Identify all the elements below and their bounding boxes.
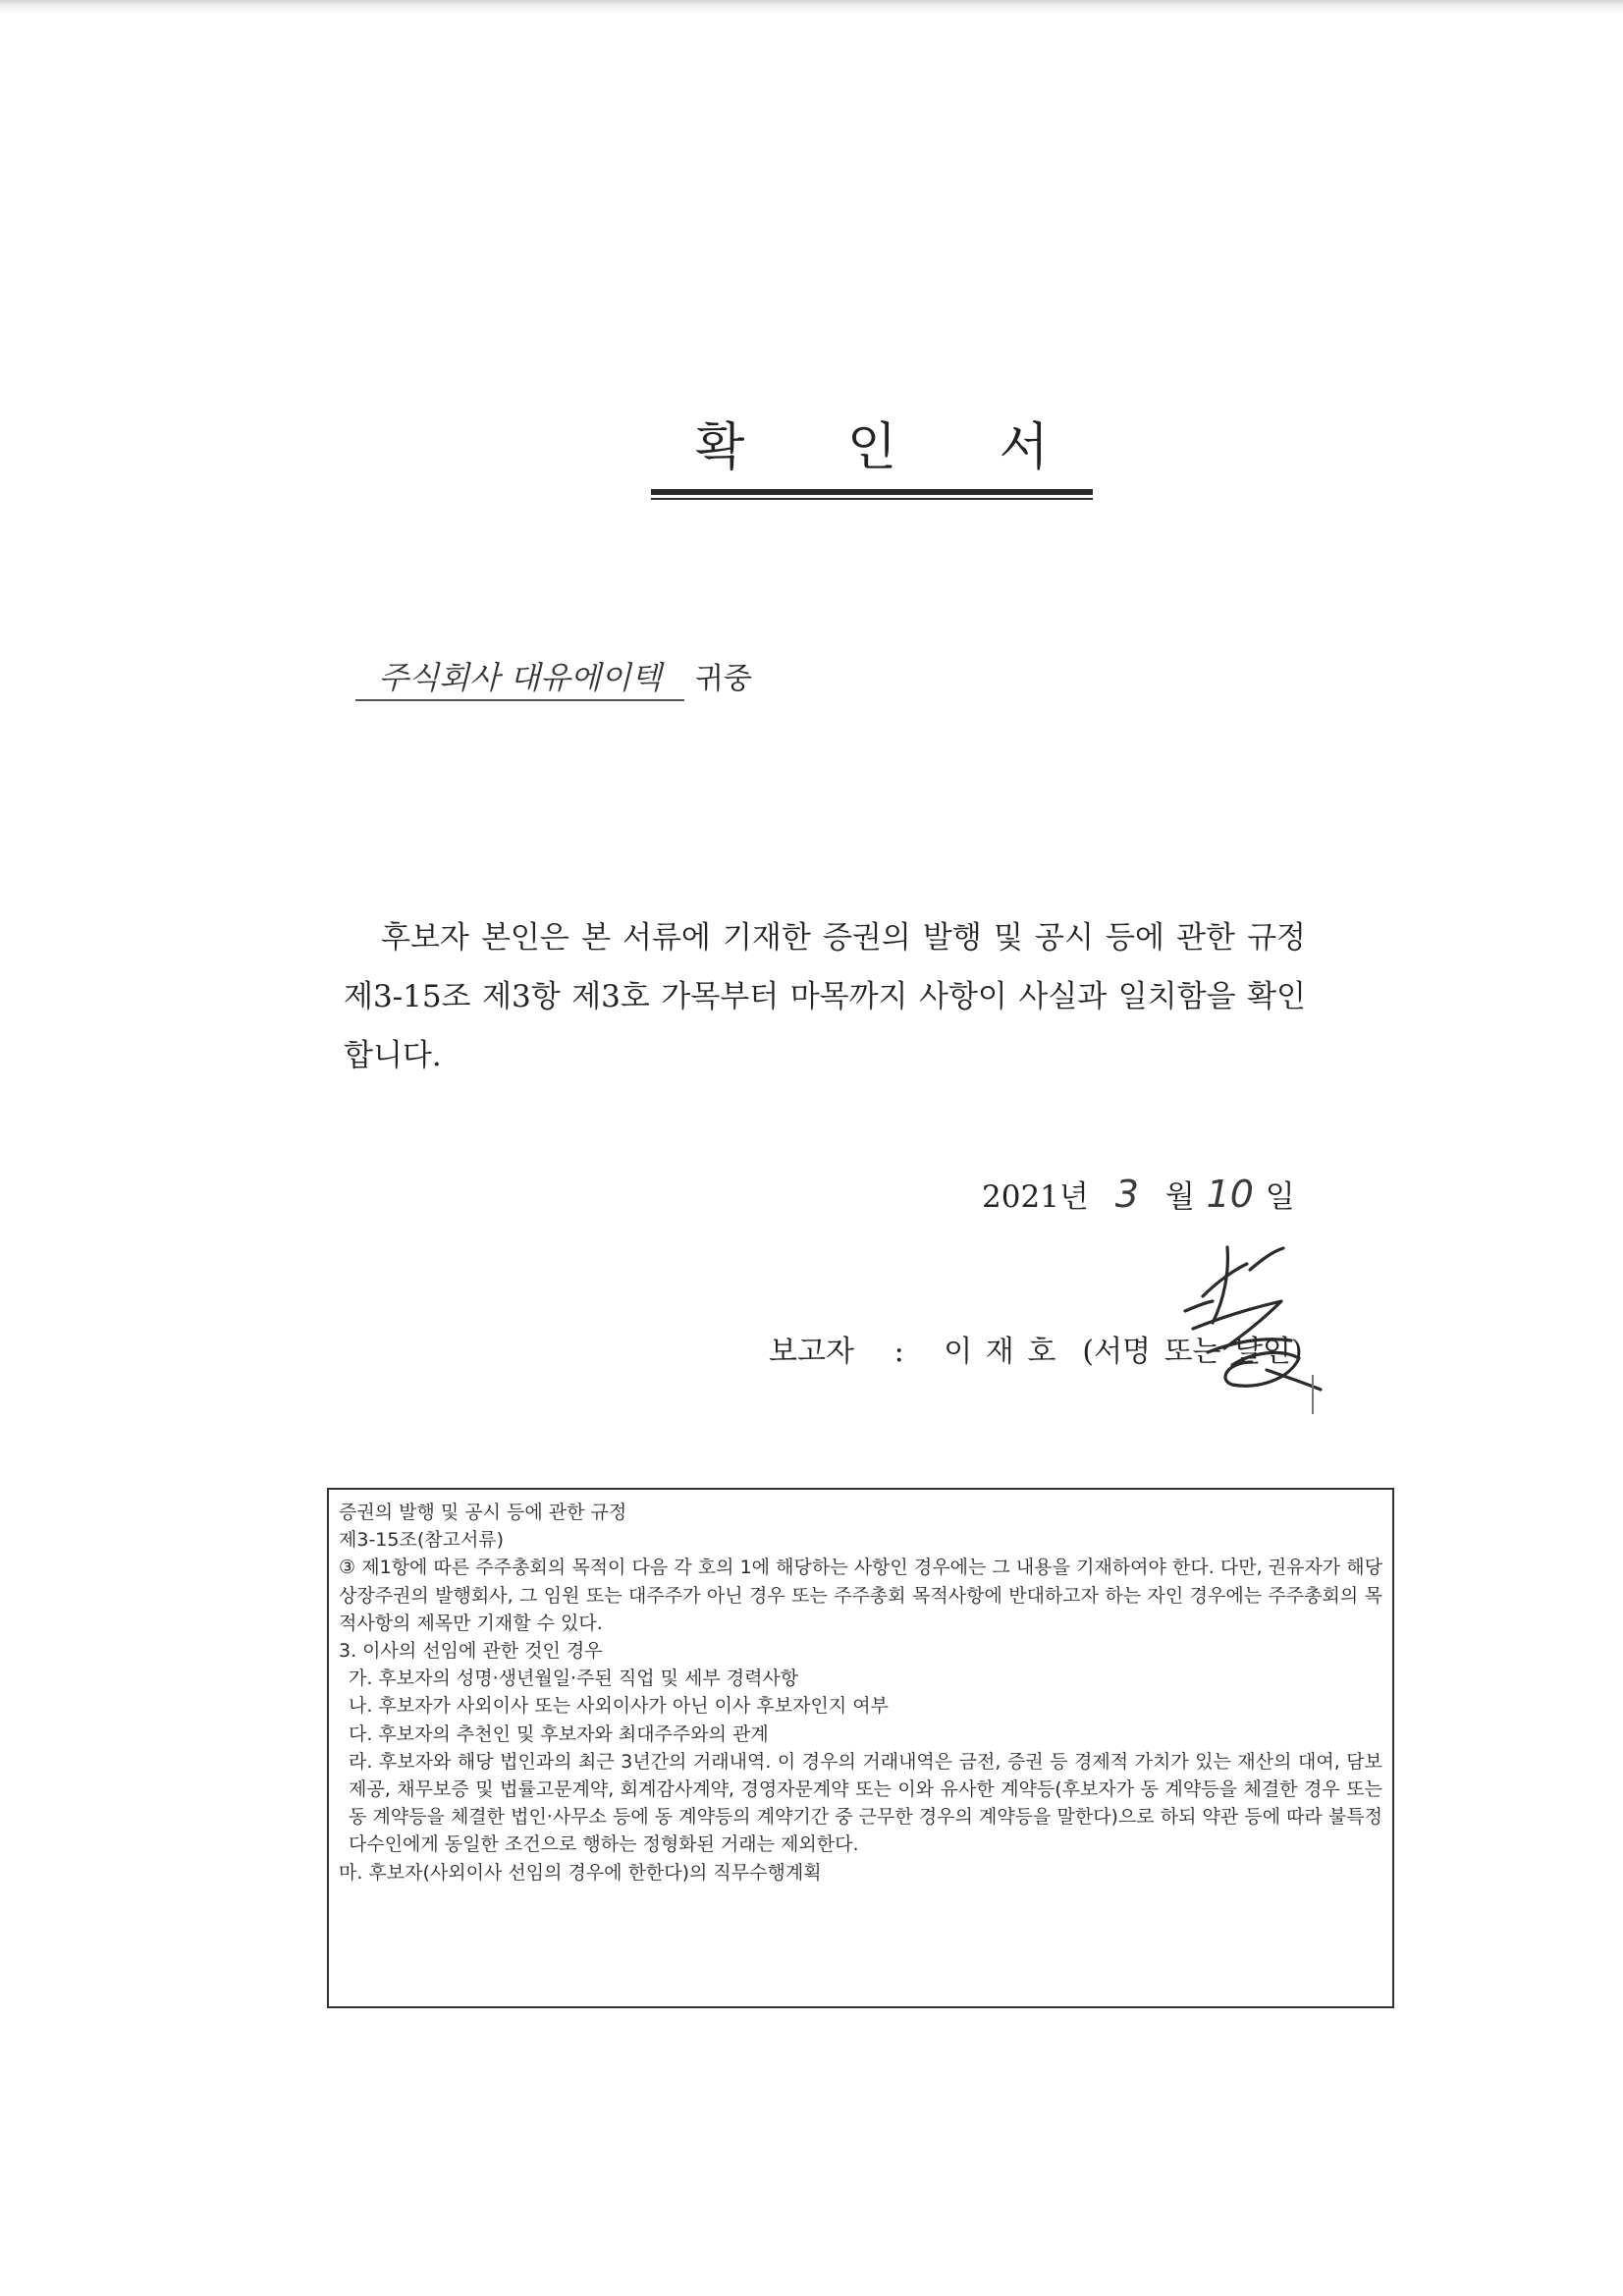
addressee-honorific: 귀중 — [695, 662, 752, 696]
reference-line: 제3-15조(참고서류) — [339, 1529, 505, 1552]
date-line — [982, 1169, 1295, 1223]
reference-line: 라. 후보자와 해당 법인과의 최근 3년간의 거래내역. 이 경우의 거래내역은 금전, 증권 등 경제적 가치가 있는 재산의 대여, 담보제공, 채무보증 및 법률고문계약, 회계감사계약, 경영자문계약 또는 이와 유사한 계약등(후보자가 동 계약등을 체결한 경우 또는 동 계약등을 체결한 법인·사무소 등에 동 계약등의 계약기간 중 근무한 경우의 계약등을 말한다)으로 하되 약관 등에 따라 불특정다수인에게 동일한 조건으로 행하는 정형화된 거래는 제외한다. — [349, 1750, 1382, 1856]
reference-line: 나. 후보자가 사외이사 또는 사외이사가 아닌 이사 후보자인지 여부 — [349, 1695, 889, 1718]
title-underline-thick — [651, 489, 1093, 495]
reference-regulation-box — [327, 1488, 1394, 2008]
reference-line: 마. 후보자(사외이사 선임의 경우에 한한다)의 직무수행계획 — [339, 1861, 822, 1884]
reference-line: 가. 후보자의 성명·생년월일·주된 직업 및 세부 경력사항 — [349, 1667, 799, 1690]
date-day-label: 일 — [1265, 1179, 1295, 1215]
reference-line: 다. 후보자의 추천인 및 후보자와 최대주주와의 관계 — [349, 1722, 769, 1745]
date-year: 2021년 — [982, 1179, 1089, 1215]
addressee-company: 주식회사 대유에이텍 — [355, 656, 684, 701]
sign-note: (서명 또는 날인) — [1082, 1335, 1303, 1369]
reporter-label: 보고자 — [769, 1335, 854, 1369]
title-underline-thin — [651, 498, 1093, 500]
date-day-handwritten: 10 — [1206, 1173, 1254, 1216]
confirmation-paragraph — [344, 908, 1306, 1085]
scan-mark — [1312, 1375, 1314, 1414]
reference-line: ③ 제1항에 따른 주주총회의 목적이 다음 각 호의 1에 해당하는 사항인 경우에는 그 내용을 기재하여야 한다. 다만, 권유자가 해당 상장주권의 발행회사, 그 임원 또는 대주주가 아닌 경우 또는 주주총회 목적사항에 반대하고자 하는 자인 경우에는 주주총회의 목적사항의 제목만 기재할 수 있다. — [339, 1557, 1382, 1634]
date-month-label: 월 — [1164, 1179, 1195, 1215]
reporter-name: 이 재 호 — [944, 1335, 1056, 1369]
document-title: 확 인 서 — [695, 418, 1092, 477]
title-block — [651, 412, 1093, 500]
handwritten-signature — [1173, 1242, 1325, 1404]
reporter-separator: : — [893, 1335, 904, 1369]
confirmation-text: 후보자 본인은 본 서류에 기재한 증권의 발행 및 공시 등에 관한 규정 제3-15조 제3항 제3호 가목부터 마목까지 사항이 사실과 일치함을 확인합니다. — [344, 920, 1306, 1073]
reference-line: 3. 이사의 선임에 관한 것인 경우 — [339, 1640, 603, 1663]
reference-line: 증권의 발행 및 공시 등에 관한 규정 — [339, 1502, 627, 1523]
date-month-handwritten: 3 — [1114, 1173, 1139, 1216]
scan-edge — [0, 0, 1623, 14]
